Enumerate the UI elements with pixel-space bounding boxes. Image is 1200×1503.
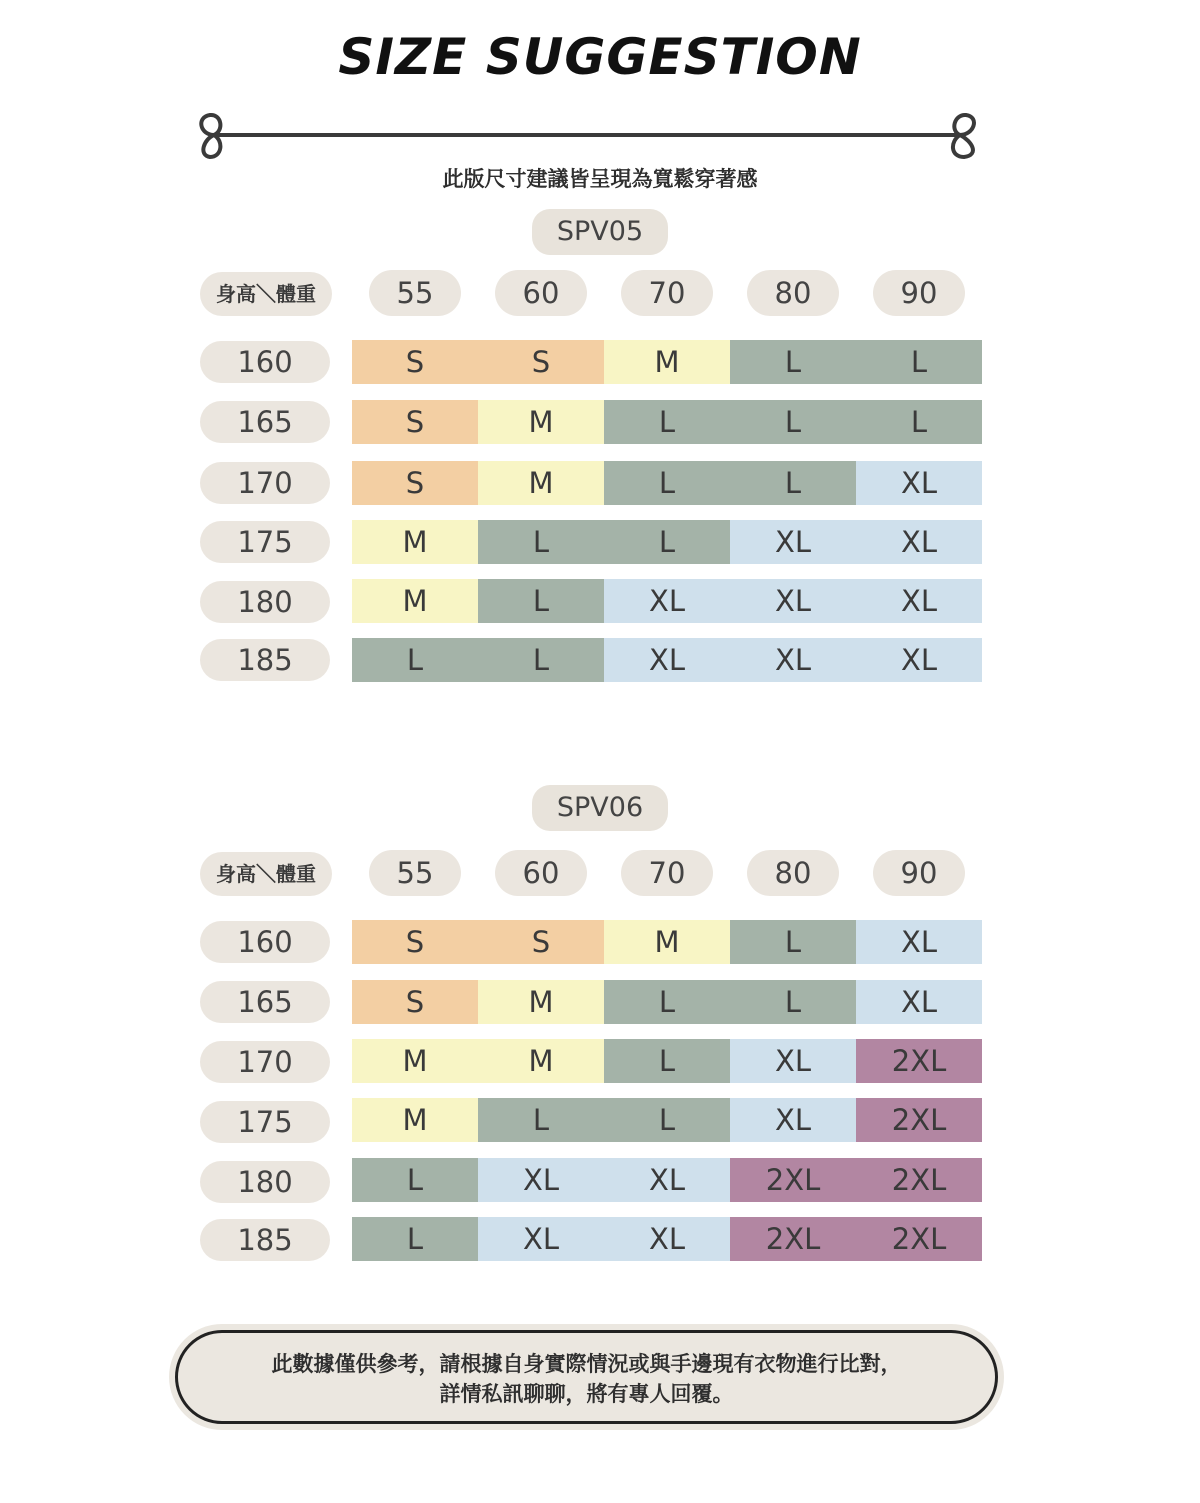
size-cell: M xyxy=(478,980,604,1024)
size-cell: M xyxy=(478,400,604,444)
size-cell: L xyxy=(604,1098,730,1142)
table-row xyxy=(352,461,982,505)
size-cell: 2XL xyxy=(856,1098,982,1142)
size-cell: XL xyxy=(478,1158,604,1202)
table-row xyxy=(352,520,982,564)
size-cell: 2XL xyxy=(856,1158,982,1202)
size-cell: L xyxy=(730,461,856,505)
height-label: 175 xyxy=(200,1101,330,1143)
size-cell: XL xyxy=(604,579,730,623)
weight-header: 55 xyxy=(369,850,461,896)
size-cell: M xyxy=(352,1039,478,1083)
weight-header: 70 xyxy=(621,850,713,896)
size-cell: XL xyxy=(604,1217,730,1261)
weight-header: 60 xyxy=(495,850,587,896)
ornament-divider-icon xyxy=(190,105,985,165)
size-cell: XL xyxy=(604,638,730,682)
size-cell: 2XL xyxy=(856,1217,982,1261)
size-cell: S xyxy=(352,980,478,1024)
corner-label: 身高＼體重 xyxy=(200,852,332,896)
size-cell: M xyxy=(352,579,478,623)
height-label: 170 xyxy=(200,1041,330,1083)
size-cell: L xyxy=(478,579,604,623)
table-row xyxy=(352,1158,982,1202)
size-cell: M xyxy=(352,520,478,564)
size-cell: XL xyxy=(478,1217,604,1261)
model-badge: SPV06 xyxy=(532,785,668,831)
table-row xyxy=(352,579,982,623)
size-cell: XL xyxy=(730,520,856,564)
size-cell: L xyxy=(478,520,604,564)
height-label: 180 xyxy=(200,581,330,623)
size-cell: XL xyxy=(730,579,856,623)
size-cell: L xyxy=(856,340,982,384)
size-cell: S xyxy=(352,400,478,444)
size-cell: 2XL xyxy=(856,1039,982,1083)
subtitle: 此版尺寸建議皆呈現為寬鬆穿著感 xyxy=(442,167,758,191)
size-cell: L xyxy=(478,1098,604,1142)
disclaimer-note xyxy=(175,1330,998,1424)
table-row xyxy=(352,1098,982,1142)
size-cell: M xyxy=(478,1039,604,1083)
size-cell: L xyxy=(352,1158,478,1202)
height-label: 160 xyxy=(200,921,330,963)
size-cell: 2XL xyxy=(730,1158,856,1202)
height-label: 175 xyxy=(200,521,330,563)
size-cell: L xyxy=(478,638,604,682)
table-row xyxy=(352,1039,982,1083)
size-cell: XL xyxy=(730,1098,856,1142)
height-label: 165 xyxy=(200,981,330,1023)
table-row xyxy=(352,400,982,444)
weight-header: 90 xyxy=(873,850,965,896)
table-row xyxy=(352,340,982,384)
size-cell: L xyxy=(352,1217,478,1261)
size-cell: XL xyxy=(856,579,982,623)
disclaimer-line-2: 詳情私訊聊聊，將有專人回覆。 xyxy=(439,1382,734,1406)
weight-header: 90 xyxy=(873,270,965,316)
height-label: 180 xyxy=(200,1161,330,1203)
size-cell: L xyxy=(730,980,856,1024)
size-cell: L xyxy=(604,400,730,444)
weight-header: 60 xyxy=(495,270,587,316)
size-cell: L xyxy=(856,400,982,444)
size-cell: S xyxy=(478,920,604,964)
table-row xyxy=(352,1217,982,1261)
size-cell: S xyxy=(352,340,478,384)
size-cell: L xyxy=(604,1039,730,1083)
size-cell: S xyxy=(352,920,478,964)
corner-label: 身高＼體重 xyxy=(200,272,332,316)
size-cell: L xyxy=(730,920,856,964)
size-cell: XL xyxy=(856,461,982,505)
size-cell: L xyxy=(604,461,730,505)
size-cell: 2XL xyxy=(730,1217,856,1261)
weight-header: 70 xyxy=(621,270,713,316)
weight-header: 80 xyxy=(747,850,839,896)
table-row xyxy=(352,980,982,1024)
size-cell: M xyxy=(604,340,730,384)
size-cell: M xyxy=(352,1098,478,1142)
size-cell: XL xyxy=(856,638,982,682)
size-cell: L xyxy=(730,400,856,444)
size-cell: XL xyxy=(730,638,856,682)
size-cell: XL xyxy=(730,1039,856,1083)
height-label: 170 xyxy=(200,462,330,504)
table-row xyxy=(352,920,982,964)
size-cell: XL xyxy=(856,980,982,1024)
size-cell: S xyxy=(352,461,478,505)
weight-header: 80 xyxy=(747,270,839,316)
size-cell: XL xyxy=(604,1158,730,1202)
size-cell: S xyxy=(478,340,604,384)
model-badge: SPV05 xyxy=(532,209,668,255)
size-cell: XL xyxy=(856,520,982,564)
disclaimer-line-1: 此數據僅供參考，請根據自身實際情況或與手邊現有衣物進行比對， xyxy=(271,1352,902,1376)
size-cell: L xyxy=(352,638,478,682)
weight-header: 55 xyxy=(369,270,461,316)
height-label: 160 xyxy=(200,341,330,383)
height-label: 165 xyxy=(200,401,330,443)
page-title: SIZE SUGGESTION xyxy=(338,28,862,86)
height-label: 185 xyxy=(200,1219,330,1261)
table-row xyxy=(352,638,982,682)
size-cell: L xyxy=(604,520,730,564)
size-cell: M xyxy=(604,920,730,964)
size-cell: XL xyxy=(856,920,982,964)
size-cell: M xyxy=(478,461,604,505)
size-cell: L xyxy=(604,980,730,1024)
height-label: 185 xyxy=(200,639,330,681)
size-cell: L xyxy=(730,340,856,384)
